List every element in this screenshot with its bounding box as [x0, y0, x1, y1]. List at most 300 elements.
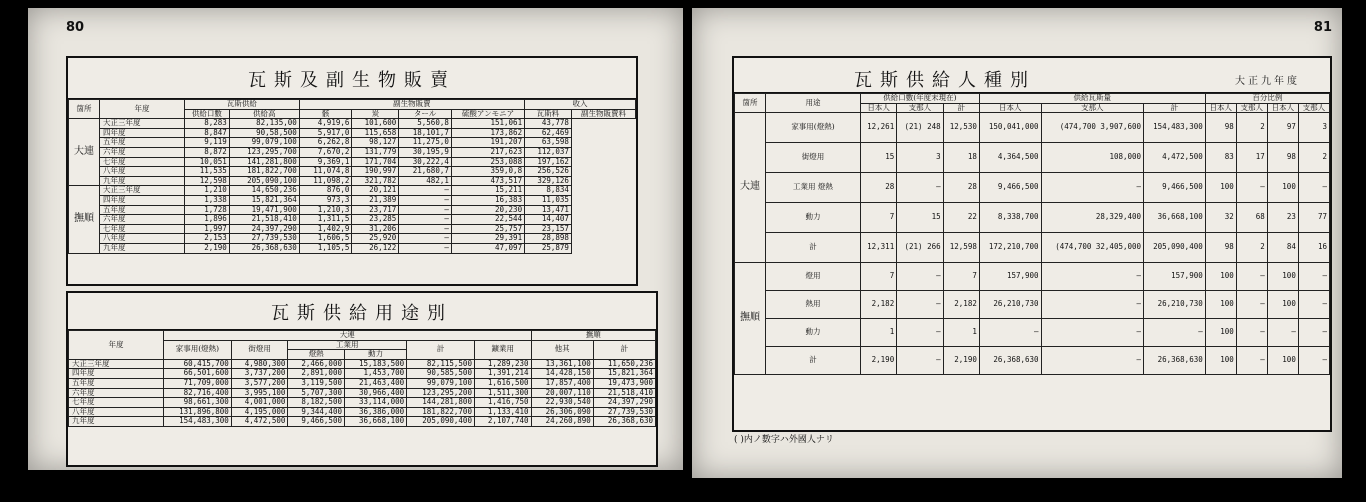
value-cell: 23,157	[525, 224, 572, 234]
hdr2-mining: 鑛業用	[474, 340, 531, 359]
value-cell: 1,210	[185, 186, 230, 196]
use-cell: 計	[766, 347, 861, 375]
hdr2-year: 年度	[69, 331, 164, 360]
value-cell: 3,119,500	[288, 378, 345, 388]
page-number-left: 80	[66, 20, 85, 35]
year-cell: 大正三年度	[100, 186, 185, 196]
value-cell: 82,115,500	[407, 359, 475, 369]
hdr2-total-fushun: 計	[593, 340, 655, 359]
value-cell: 11,275,0	[399, 138, 452, 148]
hdr2-total: 計	[407, 340, 475, 359]
value-cell: 84	[1267, 233, 1298, 263]
value-cell: 82,135,00	[229, 119, 299, 129]
value-cell: —	[1298, 291, 1329, 319]
value-cell: 21,518,410	[593, 388, 655, 398]
value-cell: —	[1041, 291, 1143, 319]
value-cell: 26,368,630	[979, 347, 1041, 375]
value-cell: 101,600	[352, 119, 399, 129]
value-cell: 9,466,500	[1144, 173, 1206, 203]
value-cell: —	[1041, 319, 1143, 347]
hdr3-p-vj: 日本人	[1267, 103, 1298, 113]
value-cell: 973,3	[299, 195, 352, 205]
value-cell: 22,930,540	[531, 398, 593, 408]
value-cell: 7	[861, 263, 897, 291]
value-cell: —	[1298, 347, 1329, 375]
value-cell: 17,857,400	[531, 378, 593, 388]
value-cell: 2,107,740	[474, 417, 531, 427]
value-cell: —	[1298, 263, 1329, 291]
value-cell: 253,088	[451, 157, 524, 167]
value-cell: 1,416,750	[474, 398, 531, 408]
value-cell: 90,58,500	[229, 128, 299, 138]
value-cell: 4,472,500	[1144, 143, 1206, 173]
hdr-income: 收入	[525, 100, 636, 110]
value-cell: 9,466,500	[979, 173, 1041, 203]
value-cell: 157,900	[979, 263, 1041, 291]
value-cell: 181,822,700	[229, 167, 299, 177]
value-cell: 15	[897, 203, 943, 233]
value-cell: —	[399, 186, 452, 196]
hdr3-p-cc: 支那人	[1236, 103, 1267, 113]
value-cell: —	[1041, 263, 1143, 291]
value-cell: 98	[1267, 143, 1298, 173]
value-cell: 190,997	[352, 167, 399, 177]
value-cell: 8,283	[185, 119, 230, 129]
value-cell: —	[399, 234, 452, 244]
value-cell: 14,407	[525, 215, 572, 225]
use-cell: 計	[766, 233, 861, 263]
value-cell: 11,650,236	[593, 359, 655, 369]
hdr2-light-heat: 燈熱	[288, 350, 345, 360]
value-cell: 11,035	[525, 195, 572, 205]
value-cell: —	[1144, 319, 1206, 347]
value-cell: 20,121	[352, 186, 399, 196]
value-cell: 28	[861, 173, 897, 203]
value-cell: 30,195,9	[399, 147, 452, 157]
table-row	[69, 234, 636, 244]
year-cell: 五年度	[69, 378, 164, 388]
year-cell: 四年度	[100, 195, 185, 205]
value-cell: 131,896,800	[164, 407, 232, 417]
value-cell: 217,623	[451, 147, 524, 157]
table-row	[69, 215, 636, 225]
table-row	[735, 347, 1330, 375]
value-cell: 11,074,8	[299, 167, 352, 177]
value-cell: 112,037	[525, 147, 572, 157]
value-cell: 191,207	[451, 138, 524, 148]
hdr-supply-count: 供給口數	[185, 109, 230, 119]
value-cell: 27,739,530	[229, 234, 299, 244]
race-table-era: 大正九年度	[1235, 76, 1300, 87]
value-cell: 205,090,400	[407, 417, 475, 427]
value-cell: 1,289,230	[474, 359, 531, 369]
value-cell: 9,466,500	[288, 417, 345, 427]
value-cell: 99,079,100	[407, 378, 475, 388]
value-cell: 15,211	[451, 186, 524, 196]
value-cell: 30,966,400	[344, 388, 406, 398]
hdr-year: 年度	[100, 100, 185, 119]
value-cell: 18	[943, 143, 979, 173]
value-cell: 47,097	[451, 243, 524, 253]
value-cell: 18,101,7	[399, 128, 452, 138]
use-cell: 工業用 燈熱	[766, 173, 861, 203]
year-cell: 九年度	[100, 243, 185, 253]
value-cell: 71,709,000	[164, 378, 232, 388]
value-cell: 131,779	[352, 147, 399, 157]
value-cell: 473,517	[451, 176, 524, 186]
value-cell: 2,190	[861, 347, 897, 375]
hdr3-v-t: 計	[1144, 103, 1206, 113]
year-cell: 大正三年度	[100, 119, 185, 129]
year-cell: 六年度	[100, 215, 185, 225]
value-cell: 98,661,300	[164, 398, 232, 408]
value-cell: 11,535	[185, 167, 230, 177]
value-cell: 26,368,630	[1144, 347, 1206, 375]
value-cell: 115,658	[352, 128, 399, 138]
value-cell: 108,000	[1041, 143, 1143, 173]
value-cell: —	[897, 319, 943, 347]
place-label: 大連	[735, 113, 766, 263]
value-cell: 2	[1236, 113, 1267, 143]
value-cell: 24,397,290	[593, 398, 655, 408]
value-cell: 21,389	[352, 195, 399, 205]
value-cell: —	[399, 243, 452, 253]
value-cell: 482,1	[399, 176, 452, 186]
value-cell: 2,153	[185, 234, 230, 244]
value-cell: 329,126	[525, 176, 572, 186]
value-cell: 36,386,000	[344, 407, 406, 417]
year-cell: 七年度	[69, 398, 164, 408]
footnote: ( )内ノ數字ハ外國人ナリ	[734, 435, 834, 445]
value-cell: 97	[1267, 113, 1298, 143]
value-cell: —	[1236, 173, 1267, 203]
value-cell: 100	[1205, 347, 1236, 375]
value-cell: 98	[1205, 113, 1236, 143]
value-cell: 77	[1298, 203, 1329, 233]
value-cell: 3	[897, 143, 943, 173]
value-cell: 20,230	[451, 205, 524, 215]
value-cell: —	[399, 224, 452, 234]
value-cell: 21,518,410	[229, 215, 299, 225]
value-cell: —	[1041, 347, 1143, 375]
value-cell: 100	[1205, 291, 1236, 319]
usage-table-frame	[66, 291, 658, 467]
value-cell: 100	[1267, 173, 1298, 203]
hdr2-dalian: 大連	[164, 331, 532, 341]
value-cell: 3	[1298, 113, 1329, 143]
value-cell: 1	[943, 319, 979, 347]
value-cell: 22	[943, 203, 979, 233]
value-cell: 2,182	[861, 291, 897, 319]
table-row	[735, 173, 1330, 203]
sales-rows-dalian	[69, 119, 636, 186]
value-cell: —	[1236, 319, 1267, 347]
value-cell: 1,997	[185, 224, 230, 234]
value-cell: 1,105,5	[299, 243, 352, 253]
hdr2-household: 家事用(燈熱)	[164, 340, 232, 359]
hdr3-c-c: 支那人	[897, 103, 943, 113]
value-cell: 154,483,300	[1144, 113, 1206, 143]
value-cell: 23	[1267, 203, 1298, 233]
sales-table-frame	[66, 56, 638, 286]
value-cell: 12,530	[943, 113, 979, 143]
value-cell: 1,338	[185, 195, 230, 205]
value-cell: 359,0,8	[451, 167, 524, 177]
value-cell: 181,822,700	[407, 407, 475, 417]
value-cell: 32	[1205, 203, 1236, 233]
usage-rows	[69, 359, 656, 426]
value-cell: 5,917,0	[299, 128, 352, 138]
value-cell: 3,577,200	[231, 378, 288, 388]
value-cell: 60,415,700	[164, 359, 232, 369]
value-cell: 4,919,6	[299, 119, 352, 129]
value-cell: 26,122	[352, 243, 399, 253]
value-cell: 4,001,000	[231, 398, 288, 408]
value-cell: 21,463,400	[344, 378, 406, 388]
value-cell: 100	[1267, 291, 1298, 319]
value-cell: 1	[861, 319, 897, 347]
hdr2-power: 動力	[344, 350, 406, 360]
value-cell: 1,616,500	[474, 378, 531, 388]
value-cell: 29,391	[451, 234, 524, 244]
year-cell: 七年度	[100, 157, 185, 167]
table-row	[69, 147, 636, 157]
value-cell: 100	[1267, 263, 1298, 291]
value-cell: 22,544	[451, 215, 524, 225]
value-cell: 14,650,236	[229, 186, 299, 196]
value-cell: (474,700 32,405,000	[1041, 233, 1143, 263]
value-cell: —	[897, 347, 943, 375]
year-cell: 八年度	[100, 234, 185, 244]
table-row	[69, 195, 636, 205]
hdr3-count: 供給口數(年度末現在)	[861, 94, 980, 104]
hdr-supply-amount: 供給高	[229, 109, 299, 119]
value-cell: 26,368,630	[593, 417, 655, 427]
value-cell: 8,338,700	[979, 203, 1041, 233]
value-cell: 100	[1205, 173, 1236, 203]
use-cell: 街燈用	[766, 143, 861, 173]
hdr3-use: 用途	[766, 94, 861, 113]
value-cell: 8,872	[185, 147, 230, 157]
value-cell: —	[979, 319, 1041, 347]
value-cell: 90,585,500	[407, 369, 475, 379]
value-cell: 3,995,100	[231, 388, 288, 398]
value-cell: 20,007,110	[531, 388, 593, 398]
value-cell: 12,311	[861, 233, 897, 263]
value-cell: 172,210,700	[979, 233, 1041, 263]
race-rows-dalian	[735, 113, 1330, 263]
value-cell: 157,900	[1144, 263, 1206, 291]
value-cell: 2,466,000	[288, 359, 345, 369]
value-cell: 1,511,300	[474, 388, 531, 398]
hdr3-volume: 供給瓦斯量	[979, 94, 1205, 104]
hdr2-other: 他其	[531, 340, 593, 359]
value-cell: 63,598	[525, 138, 572, 148]
place-label: 撫順	[735, 263, 766, 375]
value-cell: —	[1041, 173, 1143, 203]
value-cell: 99,079,100	[229, 138, 299, 148]
value-cell: —	[399, 195, 452, 205]
value-cell: 98	[1205, 233, 1236, 263]
value-cell: —	[897, 263, 943, 291]
value-cell: 173,862	[451, 128, 524, 138]
value-cell: 68	[1236, 203, 1267, 233]
value-cell: 123,295,200	[407, 388, 475, 398]
value-cell: 1,896	[185, 215, 230, 225]
value-cell: 15	[861, 143, 897, 173]
value-cell: 2,190	[185, 243, 230, 253]
value-cell: 205,090,100	[229, 176, 299, 186]
table-row	[69, 167, 636, 177]
value-cell: 321,782	[352, 176, 399, 186]
value-cell: 1,311,5	[299, 215, 352, 225]
hdr3-ratio: 百分比例	[1205, 94, 1329, 104]
value-cell: 1,606,5	[299, 234, 352, 244]
value-cell: 5,707,300	[288, 388, 345, 398]
value-cell: 4,195,000	[231, 407, 288, 417]
race-table-title: 瓦斯供給人種別	[854, 70, 1036, 91]
value-cell: 5,560,8	[399, 119, 452, 129]
year-cell: 五年度	[100, 205, 185, 215]
value-cell: 4,364,500	[979, 143, 1041, 173]
value-cell: 8,182,500	[288, 398, 345, 408]
value-cell: 12,261	[861, 113, 897, 143]
value-cell: 15,183,500	[344, 359, 406, 369]
value-cell: 100	[1205, 319, 1236, 347]
value-cell: 25,879	[525, 243, 572, 253]
value-cell: 83	[1205, 143, 1236, 173]
value-cell: (474,700 3,907,600	[1041, 113, 1143, 143]
use-cell: 熱用	[766, 291, 861, 319]
hdr3-place: 箇所	[735, 94, 766, 113]
value-cell: 1,402,9	[299, 224, 352, 234]
value-cell: 205,090,400	[1144, 233, 1206, 263]
value-cell: 14,428,150	[531, 369, 593, 379]
use-cell: 動力	[766, 319, 861, 347]
value-cell: (21) 266	[897, 233, 943, 263]
value-cell: 15,821,364	[229, 195, 299, 205]
value-cell: 3,737,200	[231, 369, 288, 379]
hdr-byproduct-fee: 副生物販賣料	[571, 109, 635, 119]
value-cell: 256,526	[525, 167, 572, 177]
use-cell: 動力	[766, 203, 861, 233]
value-cell: 150,041,000	[979, 113, 1041, 143]
value-cell: 16,383	[451, 195, 524, 205]
value-cell: 98,127	[352, 138, 399, 148]
right-page	[692, 8, 1342, 478]
table-row	[735, 203, 1330, 233]
value-cell: 2	[1298, 143, 1329, 173]
value-cell: 26,368,630	[229, 243, 299, 253]
value-cell: 7	[943, 263, 979, 291]
value-cell: 1,133,410	[474, 407, 531, 417]
value-cell: 151,061	[451, 119, 524, 129]
year-cell: 八年度	[100, 167, 185, 177]
value-cell: 27,739,530	[593, 407, 655, 417]
year-cell: 五年度	[100, 138, 185, 148]
value-cell: 26,210,730	[979, 291, 1041, 319]
hdr-ammonia: 硫酸アンモニア	[451, 109, 524, 119]
use-cell: 燈用	[766, 263, 861, 291]
value-cell: —	[897, 291, 943, 319]
value-cell: —	[1267, 319, 1298, 347]
value-cell: 30,222,4	[399, 157, 452, 167]
value-cell: 2,182	[943, 291, 979, 319]
value-cell: 9,119	[185, 138, 230, 148]
value-cell: —	[1298, 319, 1329, 347]
value-cell: —	[1298, 173, 1329, 203]
value-cell: 876,0	[299, 186, 352, 196]
value-cell: 19,471,900	[229, 205, 299, 215]
hdr-supply: 瓦斯供給	[185, 100, 300, 110]
hdr3-p-cj: 日本人	[1205, 103, 1236, 113]
table-row	[69, 378, 656, 388]
page-number-right: 81	[1313, 20, 1332, 35]
value-cell: 17	[1236, 143, 1267, 173]
year-cell: 九年度	[100, 176, 185, 186]
value-cell: 100	[1267, 347, 1298, 375]
value-cell: 28,898	[525, 234, 572, 244]
hdr2-street: 街燈用	[231, 340, 288, 359]
value-cell: —	[897, 173, 943, 203]
hdr-tar: タール	[399, 109, 452, 119]
value-cell: 12,598	[185, 176, 230, 186]
value-cell: 9,344,400	[288, 407, 345, 417]
place-label: 撫順	[69, 186, 100, 253]
value-cell: 28	[943, 173, 979, 203]
value-cell: 31,206	[352, 224, 399, 234]
value-cell: 23,285	[352, 215, 399, 225]
table-row	[735, 113, 1330, 143]
value-cell: 171,704	[352, 157, 399, 167]
value-cell: 8,847	[185, 128, 230, 138]
value-cell: 12,598	[943, 233, 979, 263]
value-cell: 23,717	[352, 205, 399, 215]
value-cell: 144,281,800	[407, 398, 475, 408]
year-cell: 四年度	[69, 369, 164, 379]
value-cell: 62,469	[525, 128, 572, 138]
place-label: 大連	[69, 119, 100, 186]
table-row	[735, 233, 1330, 263]
value-cell: 25,757	[451, 224, 524, 234]
hdr-gas-fee: 瓦斯料	[525, 109, 572, 119]
table-row	[735, 143, 1330, 173]
value-cell: 28,329,400	[1041, 203, 1143, 233]
sales-table	[68, 99, 636, 254]
value-cell: 36,668,100	[344, 417, 406, 427]
value-cell: 25,920	[352, 234, 399, 244]
hdr3-c-j: 日本人	[861, 103, 897, 113]
value-cell: 43,778	[525, 119, 572, 129]
value-cell: —	[1236, 347, 1267, 375]
value-cell: 2	[1236, 233, 1267, 263]
value-cell: —	[1236, 263, 1267, 291]
value-cell: 154,483,300	[164, 417, 232, 427]
value-cell: 123,295,700	[229, 147, 299, 157]
value-cell: 15,821,364	[593, 369, 655, 379]
sales-rows-fushun	[69, 186, 636, 253]
table-row	[69, 243, 636, 253]
race-table	[734, 93, 1330, 375]
year-cell: 大正三年度	[69, 359, 164, 369]
hdr2-fushun: 撫順	[531, 331, 655, 341]
value-cell: —	[1236, 291, 1267, 319]
value-cell: —	[399, 205, 452, 215]
usage-table	[68, 330, 656, 427]
hdr2-industrial: 工業用	[288, 340, 407, 350]
sales-table-title: 瓦斯及副生物販賣	[68, 58, 636, 99]
value-cell: 2,190	[943, 347, 979, 375]
